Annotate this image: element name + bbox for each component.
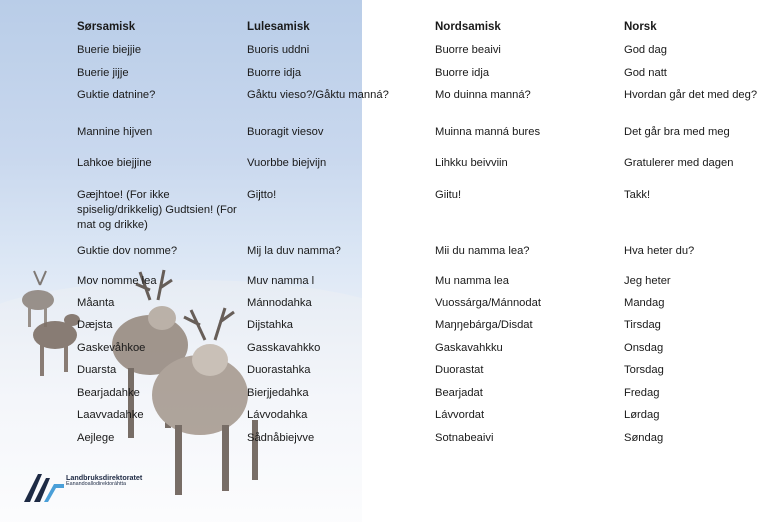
cell-norsk-7: Jeg heter [624, 275, 671, 287]
cell-nordsamisk-0: Buorre beaivi [435, 44, 501, 56]
cell-lulesamisk-6: Mij la duv namma? [247, 245, 341, 257]
cell-lulesamisk-10: Gasskavahkko [247, 342, 321, 354]
cell-norsk-14: Søndag [624, 432, 664, 444]
cell-lulesamisk-5: Gijtto! [247, 189, 277, 201]
cell-norsk-0: God dag [624, 44, 667, 56]
cell-lulesamisk-4: Vuorbbe biejvijn [247, 157, 327, 169]
cell-norsk-9: Tirsdag [624, 319, 661, 331]
cell-norsk-4: Gratulerer med dagen [624, 157, 734, 169]
logo-mark-icon [24, 472, 64, 504]
cell-nordsamisk-7: Mu namma lea [435, 275, 509, 287]
cell-norsk-12: Fredag [624, 387, 660, 399]
cell-lulesamisk-9: Dijstahka [247, 319, 294, 331]
cell-nordsamisk-12: Bearjadat [435, 387, 483, 399]
cell-norsk-2: Hvordan går det med deg? [624, 89, 758, 101]
header-norsk: Norsk [624, 21, 657, 33]
cell-srsamisk-6: Guktie dov nomme? [77, 245, 178, 257]
cell-norsk-5: Takk! [624, 189, 651, 201]
cell-norsk-13: Lørdag [624, 409, 660, 421]
cell-lulesamisk-12: Bierjjedahka [247, 387, 309, 399]
cell-srsamisk-8: Måanta [77, 297, 115, 309]
cell-nordsamisk-6: Mii du namma lea? [435, 245, 530, 257]
cell-nordsamisk-14: Sotnabeaivi [435, 432, 494, 444]
cell-srsamisk-7: Mov nomme lea [77, 275, 157, 287]
cell-srsamisk-13: Laavvadahke [77, 409, 144, 421]
cell-nordsamisk-5: Giitu! [435, 189, 462, 201]
cell-srsamisk-0: Buerie biejjie [77, 44, 142, 56]
header-sorsamisk: Sørsamisk [77, 21, 136, 33]
logo-name: Landbruksdirektoratet [66, 473, 143, 482]
cell-nordsamisk-3: Muinna manná bures [435, 126, 541, 138]
cell-norsk-10: Onsdag [624, 342, 664, 354]
cell-srsamisk-2: Guktie datnine? [77, 89, 156, 101]
cell-srsamisk-11: Duarsta [77, 364, 117, 376]
cell-norsk-1: God natt [624, 67, 667, 79]
cell-lulesamisk-0: Buoris uddni [247, 44, 310, 56]
header-nordsamisk: Nordsamisk [435, 21, 501, 33]
cell-norsk-6: Hva heter du? [624, 245, 695, 257]
header-lulesamisk: Lulesamisk [247, 21, 310, 33]
cell-norsk-8: Mandag [624, 297, 665, 309]
cell-nordsamisk-11: Duorastat [435, 364, 484, 376]
cell-lulesamisk-11: Duorastahka [247, 364, 311, 376]
cell-nordsamisk-9: Maŋŋebárga/Disdat [435, 319, 533, 331]
cell-srsamisk-5: Gæjhtoe! (For ikke spiselig/drikkelig) Gudtsien! (For mat og drikke) [77, 189, 237, 231]
cell-srsamisk-10: Gaskevåhkoe [77, 342, 146, 354]
cell-lulesamisk-14: Sådnåbiejvve [247, 432, 315, 444]
cell-lulesamisk-7: Muv namma l [247, 275, 315, 287]
cell-nordsamisk-2: Mo duinna manná? [435, 89, 531, 101]
logo [24, 472, 164, 506]
cell-nordsamisk-10: Gaskavahkku [435, 342, 503, 354]
cell-srsamisk-9: Dæjsta [77, 319, 113, 331]
cell-srsamisk-1: Buerie jijje [77, 67, 129, 79]
cell-norsk-3: Det går bra med meg [624, 126, 730, 138]
cell-srsamisk-4: Lahkoe biejjine [77, 157, 152, 169]
cell-srsamisk-12: Bearjadahke [77, 387, 140, 399]
cell-lulesamisk-3: Buoragit viesov [247, 126, 324, 138]
cell-nordsamisk-13: Lávvordat [435, 409, 485, 421]
cell-nordsamisk-8: Vuossárga/Mánnodat [435, 297, 541, 309]
cell-norsk-11: Torsdag [624, 364, 664, 376]
cell-lulesamisk-2: Gåktu vieso?/Gåktu manná? [247, 89, 389, 101]
cell-lulesamisk-1: Buorre idja [247, 67, 302, 79]
cell-srsamisk-3: Mannine hijven [77, 126, 153, 138]
cell-nordsamisk-4: Lihkku beivviin [435, 157, 508, 169]
cell-nordsamisk-1: Buorre idja [435, 67, 490, 79]
logo-subname: Eanandoallodirektoráhtta [66, 481, 126, 487]
cell-lulesamisk-8: Mánnodahka [247, 297, 312, 309]
cell-srsamisk-14: Aejlege [77, 432, 115, 444]
cell-lulesamisk-13: Lávvodahka [247, 409, 308, 421]
